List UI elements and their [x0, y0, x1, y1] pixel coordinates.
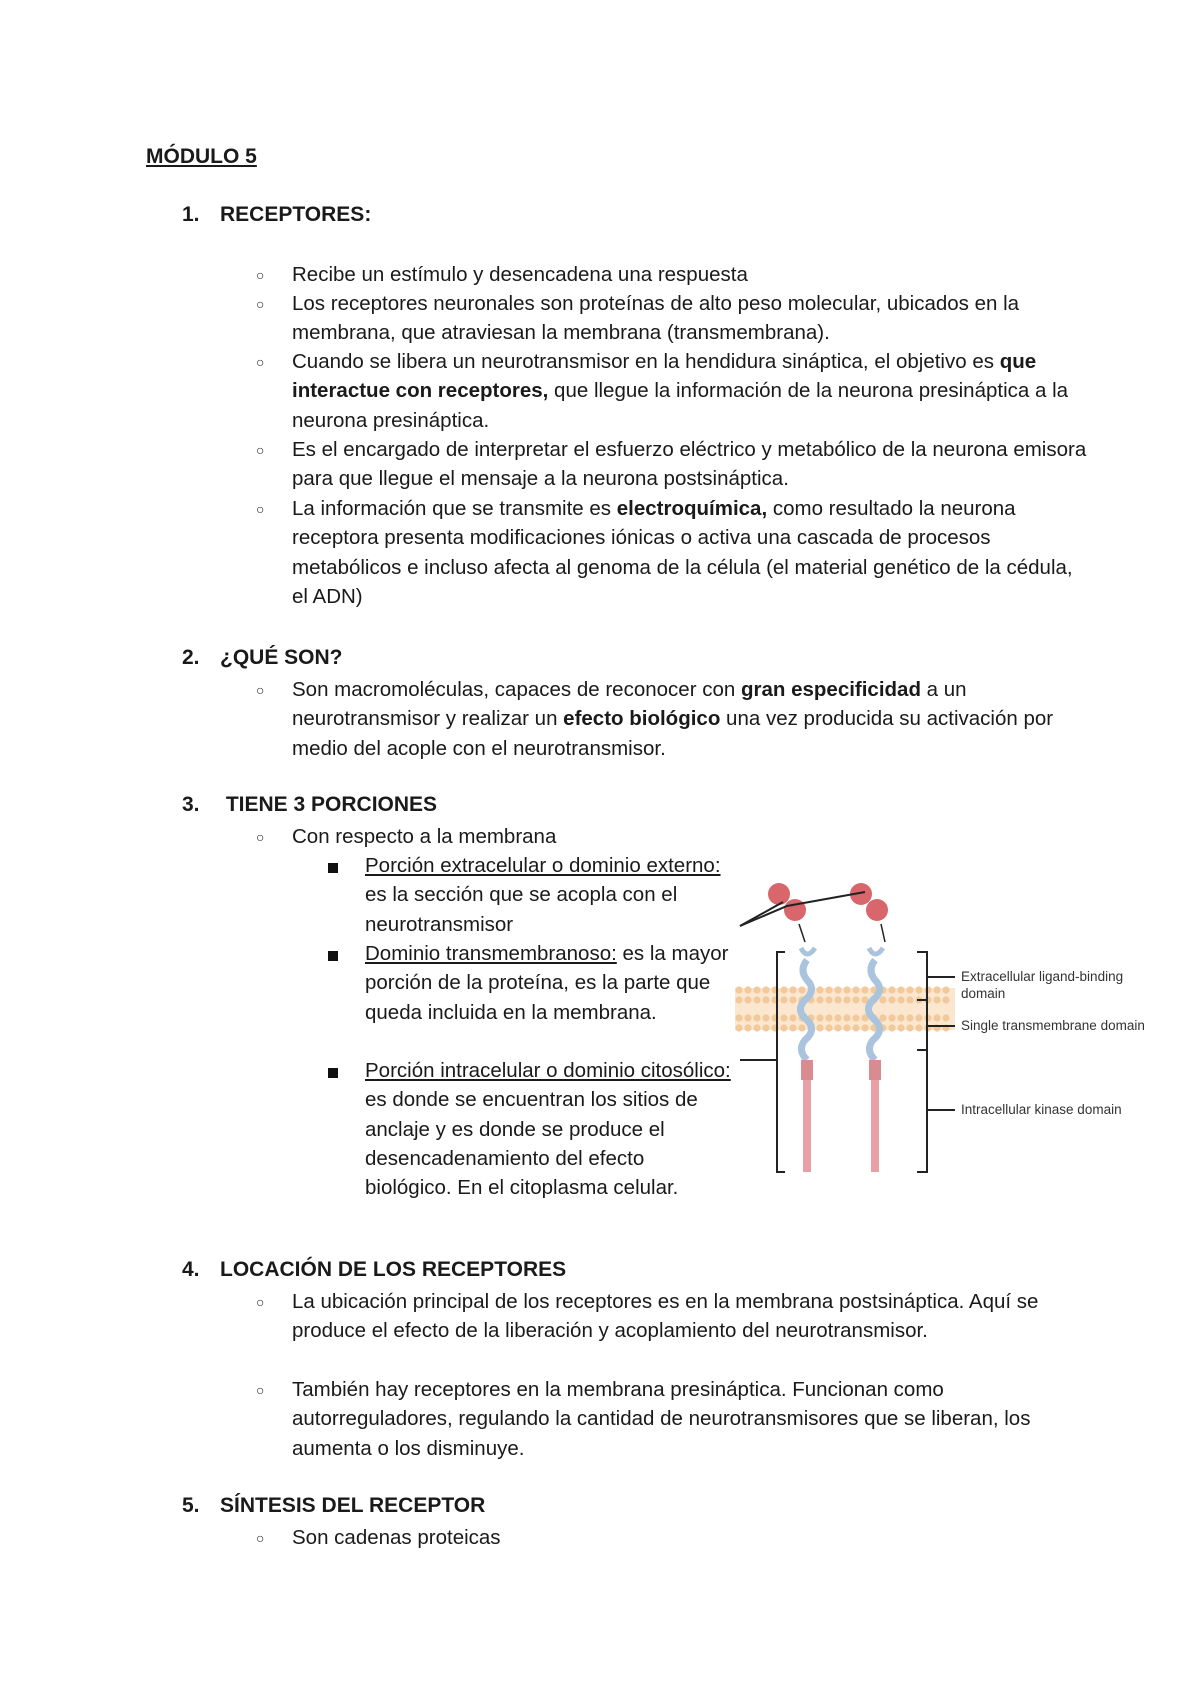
section-5-heading	[182, 1494, 485, 1518]
phospholipid-head	[861, 1024, 868, 1031]
phospholipid-head	[753, 1014, 760, 1021]
receptor-left	[800, 948, 815, 1172]
phospholipid-head	[762, 1024, 769, 1031]
phospholipid-head	[762, 996, 769, 1003]
phospholipid-head	[780, 996, 787, 1003]
phospholipid-head	[834, 986, 841, 993]
ligand-molecules	[740, 883, 888, 942]
phospholipid-head	[906, 996, 913, 1003]
bold-phrase: efecto biológico	[563, 707, 721, 731]
hollow-bullet-icon: ○	[256, 296, 265, 312]
hollow-bullet-icon: ○	[256, 682, 265, 698]
phospholipid-head	[933, 996, 940, 1003]
section-number: 5.	[182, 1494, 200, 1517]
phospholipid-head	[816, 986, 823, 993]
list-item: También hay receptores en la membrana presináptica. Funcionan como autorreguladores, regulando la cantidad de neurotransmisores que se liberan, los aumenta o los disminuye.	[292, 1378, 1031, 1460]
phospholipid-head	[915, 986, 922, 993]
phospholipid-head	[879, 996, 886, 1003]
phospholipid-head	[744, 996, 751, 1003]
phospholipid-head	[789, 1014, 796, 1021]
phospholipid-head	[906, 1014, 913, 1021]
phospholipid-head	[753, 1024, 760, 1031]
phospholipid-head	[816, 996, 823, 1003]
sub-list-item: Porción extracelular o dominio externo: es la sección que se acopla con el neurotransmisor	[365, 854, 721, 936]
phospholipid-head	[888, 1024, 895, 1031]
section-1-heading	[182, 203, 371, 227]
phospholipid-head	[897, 1014, 904, 1021]
bold-phrase: gran especificidad	[740, 678, 921, 701]
phospholipid-head	[942, 996, 949, 1003]
phospholipid-head	[825, 986, 832, 993]
section-4-heading	[182, 1258, 566, 1282]
section-2-heading	[182, 646, 343, 670]
label-intracellular: Intracellular kinase domain	[961, 1102, 1122, 1117]
phospholipid-head	[852, 1014, 859, 1021]
phospholipid-head	[852, 996, 859, 1003]
page-title: MÓDULO 5	[146, 145, 257, 168]
phospholipid-head	[897, 996, 904, 1003]
list-item: Cuando se libera un neurotransmisor en la hendidura sináptica, el objetivo es que interactue con receptores, que llegue la información de la neurona presináptica a la neurona presináptica.	[292, 350, 1069, 432]
sub-list-item: Dominio transmembranoso: es la mayor porción de la proteína, es la parte que queda incluida en la membrana.	[365, 942, 729, 1024]
hollow-bullet-icon: ○	[256, 1294, 265, 1310]
phospholipid-head	[942, 1014, 949, 1021]
label-transmembrane: Single transmembrane domain	[961, 1018, 1145, 1033]
list-item: Es el encargado de interpretar el esfuerzo eléctrico y metabólico de la neurona emisora para que llegue el mensaje a la neurona postsináptica.	[292, 438, 1087, 491]
phospholipid-head	[897, 1024, 904, 1031]
phospholipid-head	[798, 1024, 805, 1031]
section-3-heading	[182, 793, 437, 817]
hollow-bullet-icon: ○	[256, 354, 265, 370]
phospholipid-head	[735, 1024, 742, 1031]
hollow-bullet-icon: ○	[256, 267, 265, 283]
hollow-bullet-icon: ○	[256, 1382, 265, 1398]
list-item: La información que se transmite es electroquímica, como resultado la neurona receptora presenta modificaciones iónicas o activa una cascada de procesos metabólicos e incluso afecta al genoma de la célula (el material genético de la cédula, el ADN)	[292, 497, 1073, 608]
list-item: Recibe un estímulo y desencadena una respuesta	[292, 263, 748, 286]
section-number: 3.	[182, 793, 200, 816]
phospholipid-head	[816, 1024, 823, 1031]
phospholipid-head	[798, 986, 805, 993]
section-title: LOCACIÓN DE LOS RECEPTORES	[220, 1258, 567, 1281]
underlined-term: Dominio transmembranoso:	[365, 942, 617, 965]
phospholipid-head	[888, 996, 895, 1003]
phospholipid-head	[933, 986, 940, 993]
phospholipid-head	[753, 996, 760, 1003]
section-title: TIENE 3 PORCIONES	[220, 793, 438, 816]
phospholipid-head	[789, 996, 796, 1003]
label-extracellular-domain: domain	[961, 986, 1006, 1001]
phospholipid-head	[879, 1014, 886, 1021]
phospholipid-head	[843, 1024, 850, 1031]
underlined-term: Porción extracelular o dominio externo:	[365, 854, 721, 877]
phospholipid-head	[762, 986, 769, 993]
receptor-diagram	[735, 880, 1195, 1180]
bold-phrase: que interactue con receptores,	[292, 350, 1037, 403]
phospholipid-head	[843, 986, 850, 993]
section-title: RECEPTORES:	[220, 203, 372, 226]
phospholipid-head	[780, 986, 787, 993]
phospholipid-head	[744, 986, 751, 993]
phospholipid-head	[915, 1014, 922, 1021]
phospholipid-head	[753, 986, 760, 993]
membrane-bilayer	[735, 986, 955, 1031]
phospholipid-head	[942, 986, 949, 993]
phospholipid-head	[825, 1024, 832, 1031]
square-bullet-icon	[328, 1068, 338, 1078]
phospholipid-head	[735, 986, 742, 993]
phospholipid-head	[825, 1014, 832, 1021]
hollow-bullet-icon: ○	[256, 829, 265, 845]
square-bullet-icon	[328, 951, 338, 961]
section-number: 4.	[182, 1258, 200, 1281]
phospholipid-head	[780, 1024, 787, 1031]
phospholipid-head	[906, 986, 913, 993]
phospholipid-head	[834, 996, 841, 1003]
label-extracellular: Extracellular ligand-binding	[961, 969, 1124, 984]
hollow-bullet-icon: ○	[256, 1530, 265, 1546]
underlined-term: Porción intracelular o dominio citosólico:	[365, 1059, 731, 1082]
list-item: Son cadenas proteicas	[292, 1526, 501, 1549]
phospholipid-head	[888, 1014, 895, 1021]
phospholipid-head	[915, 1024, 922, 1031]
phospholipid-head	[852, 1024, 859, 1031]
phospholipid-head	[789, 986, 796, 993]
phospholipid-head	[762, 1014, 769, 1021]
square-bullet-icon	[328, 863, 338, 873]
sub-list-item: Porción intracelular o dominio citosólico: es donde se encuentran los sitios de anclaje y es donde se produce el desencadenamiento del efecto biológico. En el citoplasma celular.	[365, 1059, 731, 1200]
phospholipid-head	[861, 986, 868, 993]
hollow-bullet-icon: ○	[256, 442, 265, 458]
receptor-right	[868, 948, 883, 1172]
phospholipid-head	[897, 986, 904, 993]
hollow-bullet-icon: ○	[256, 501, 265, 517]
list-item: Son macromoléculas, capaces de reconocer con gran especificidad a un neurotransmisor y realizar un efecto biológico una vez producida su activación por medio del acople con el neurotransmisor.	[292, 678, 1054, 760]
phospholipid-head	[789, 1024, 796, 1031]
phospholipid-head	[933, 1014, 940, 1021]
list-item: Los receptores neuronales son proteínas de alto peso molecular, ubicados en la membrana, que atraviesan la membrana (transmembrana).	[292, 292, 1020, 345]
phospholipid-head	[906, 1024, 913, 1031]
list-item: La ubicación principal de los receptores es en la membrana postsináptica. Aquí se produce el efecto de la liberación y acoplamiento del neurotransmisor.	[292, 1290, 1039, 1343]
domain-brackets	[740, 952, 955, 1172]
phospholipid-head	[843, 1014, 850, 1021]
phospholipid-head	[744, 1024, 751, 1031]
section-number: 2.	[182, 646, 200, 669]
phospholipid-head	[834, 1014, 841, 1021]
phospholipid-head	[834, 1024, 841, 1031]
section-title: SÍNTESIS DEL RECEPTOR	[220, 1494, 486, 1517]
list-item: Con respecto a la membrana	[292, 825, 557, 848]
phospholipid-head	[744, 1014, 751, 1021]
section-title: ¿QUÉ SON?	[220, 646, 343, 669]
phospholipid-head	[825, 996, 832, 1003]
phospholipid-head	[843, 996, 850, 1003]
phospholipid-head	[735, 1014, 742, 1021]
bold-phrase: electroquímica,	[616, 497, 768, 520]
phospholipid-head	[852, 986, 859, 993]
phospholipid-head	[780, 1014, 787, 1021]
section-number: 1.	[182, 203, 200, 226]
phospholipid-head	[816, 1014, 823, 1021]
phospholipid-head	[735, 996, 742, 1003]
phospholipid-head	[888, 986, 895, 993]
